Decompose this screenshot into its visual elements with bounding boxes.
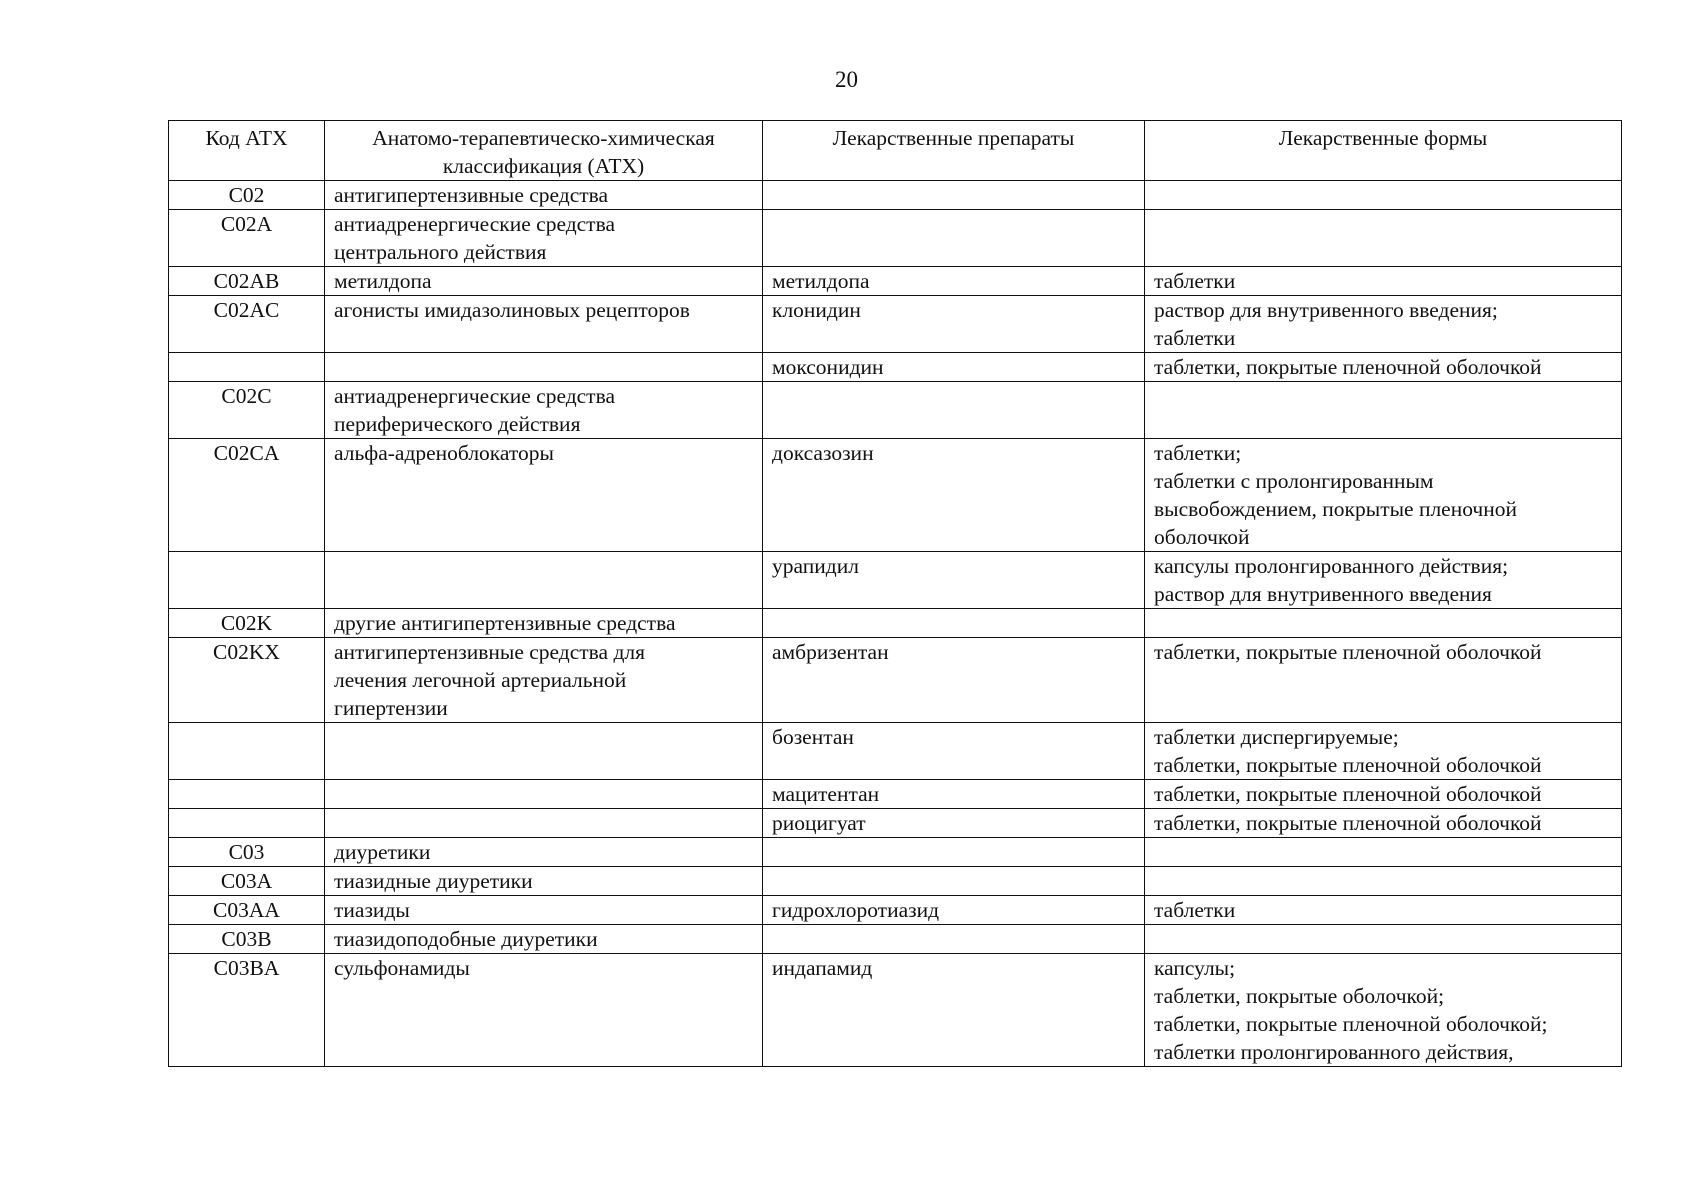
table-row	[169, 954, 1622, 1067]
atc-code-cell: C02K	[169, 609, 325, 638]
drug-cell: доксазозин	[763, 439, 1145, 552]
table-row	[169, 181, 1622, 210]
page-number: 20	[835, 67, 858, 92]
atc-code-cell: C02KX	[169, 638, 325, 723]
dosage-forms-cell: капсулы пролонгированного действия; раствор для внутривенного введения	[1145, 552, 1622, 609]
classification-cell: антиадренергические средства периферического действия	[325, 382, 763, 439]
classification-cell: альфа-адреноблокаторы	[325, 439, 763, 552]
atc-code-cell: C02CA	[169, 439, 325, 552]
classification-cell: тиазидные диуретики	[325, 867, 763, 896]
atc-code-cell: C03BA	[169, 954, 325, 1067]
atc-code-cell: C03B	[169, 925, 325, 954]
drug-cell: метилдопа	[763, 267, 1145, 296]
table-row	[169, 609, 1622, 638]
drug-cell	[763, 609, 1145, 638]
atc-code-cell	[169, 723, 325, 780]
table-row	[169, 809, 1622, 838]
dosage-forms-cell: таблетки, покрытые пленочной оболочкой	[1145, 353, 1622, 382]
dosage-forms-cell: таблетки	[1145, 267, 1622, 296]
classification-cell	[325, 809, 763, 838]
table-row	[169, 267, 1622, 296]
dosage-forms-cell: таблетки; таблетки с пролонгированным высвобождением, покрытые пленочной оболочкой	[1145, 439, 1622, 552]
table-header-row	[169, 121, 1622, 181]
drug-cell	[763, 867, 1145, 896]
header-atc-code: Код АТХ	[169, 121, 325, 181]
table-row	[169, 723, 1622, 780]
table-row	[169, 838, 1622, 867]
table-row	[169, 296, 1622, 353]
atc-drug-table	[168, 120, 1622, 1067]
drug-cell	[763, 925, 1145, 954]
dosage-forms-cell: таблетки диспергируемые; таблетки, покрытые пленочной оболочкой	[1145, 723, 1622, 780]
atc-code-cell: C02AC	[169, 296, 325, 353]
dosage-forms-cell: таблетки, покрытые пленочной оболочкой	[1145, 809, 1622, 838]
header-dosage-forms: Лекарственные формы	[1145, 121, 1622, 181]
drug-cell	[763, 838, 1145, 867]
dosage-forms-cell: таблетки	[1145, 896, 1622, 925]
table-row	[169, 382, 1622, 439]
drug-cell	[763, 181, 1145, 210]
dosage-forms-cell	[1145, 382, 1622, 439]
classification-cell: метилдопа	[325, 267, 763, 296]
classification-cell: антигипертензивные средства	[325, 181, 763, 210]
dosage-forms-cell	[1145, 210, 1622, 267]
atc-code-cell: C03A	[169, 867, 325, 896]
classification-cell: другие антигипертензивные средства	[325, 609, 763, 638]
classification-cell: антигипертензивные средства для лечения легочной артериальной гипертензии	[325, 638, 763, 723]
drug-cell	[763, 210, 1145, 267]
atc-code-cell	[169, 780, 325, 809]
drug-cell: урапидил	[763, 552, 1145, 609]
table-row	[169, 925, 1622, 954]
table-row	[169, 353, 1622, 382]
table-row	[169, 867, 1622, 896]
classification-cell: тиазидоподобные диуретики	[325, 925, 763, 954]
classification-cell	[325, 353, 763, 382]
drug-cell: моксонидин	[763, 353, 1145, 382]
atc-code-cell	[169, 353, 325, 382]
table-row	[169, 210, 1622, 267]
dosage-forms-cell	[1145, 925, 1622, 954]
table-row	[169, 638, 1622, 723]
classification-cell: агонисты имидазолиновых рецепторов	[325, 296, 763, 353]
table-row	[169, 439, 1622, 552]
dosage-forms-cell: капсулы; таблетки, покрытые оболочкой; таблетки, покрытые пленочной оболочкой; таблетки пролонгированного действия,	[1145, 954, 1622, 1067]
dosage-forms-cell	[1145, 867, 1622, 896]
header-atc-classification: Анатомо-терапевтическо-химическая классификация (АТХ)	[325, 121, 763, 181]
drug-cell	[763, 382, 1145, 439]
atc-code-cell	[169, 552, 325, 609]
atc-code-cell	[169, 809, 325, 838]
dosage-forms-cell: таблетки, покрытые пленочной оболочкой	[1145, 780, 1622, 809]
atc-code-cell: C02A	[169, 210, 325, 267]
dosage-forms-cell	[1145, 609, 1622, 638]
header-drugs: Лекарственные препараты	[763, 121, 1145, 181]
dosage-forms-cell: таблетки, покрытые пленочной оболочкой	[1145, 638, 1622, 723]
atc-code-cell: C03AA	[169, 896, 325, 925]
atc-code-cell: C03	[169, 838, 325, 867]
table-row	[169, 780, 1622, 809]
classification-cell	[325, 552, 763, 609]
drug-cell: бозентан	[763, 723, 1145, 780]
classification-cell: тиазиды	[325, 896, 763, 925]
drug-cell: гидрохлоротиазид	[763, 896, 1145, 925]
dosage-forms-cell	[1145, 838, 1622, 867]
classification-cell	[325, 780, 763, 809]
classification-cell: антиадренергические средства центрального действия	[325, 210, 763, 267]
dosage-forms-cell	[1145, 181, 1622, 210]
classification-cell: сульфонамиды	[325, 954, 763, 1067]
classification-cell	[325, 723, 763, 780]
atc-code-cell: C02AB	[169, 267, 325, 296]
drug-cell: амбризентан	[763, 638, 1145, 723]
drug-cell: клонидин	[763, 296, 1145, 353]
classification-cell: диуретики	[325, 838, 763, 867]
table-row	[169, 896, 1622, 925]
drug-cell: индапамид	[763, 954, 1145, 1067]
drug-cell: мацитентан	[763, 780, 1145, 809]
atc-code-cell: C02	[169, 181, 325, 210]
table-row	[169, 552, 1622, 609]
drug-cell: риоцигуат	[763, 809, 1145, 838]
dosage-forms-cell: раствор для внутривенного введения; таблетки	[1145, 296, 1622, 353]
atc-code-cell: C02C	[169, 382, 325, 439]
